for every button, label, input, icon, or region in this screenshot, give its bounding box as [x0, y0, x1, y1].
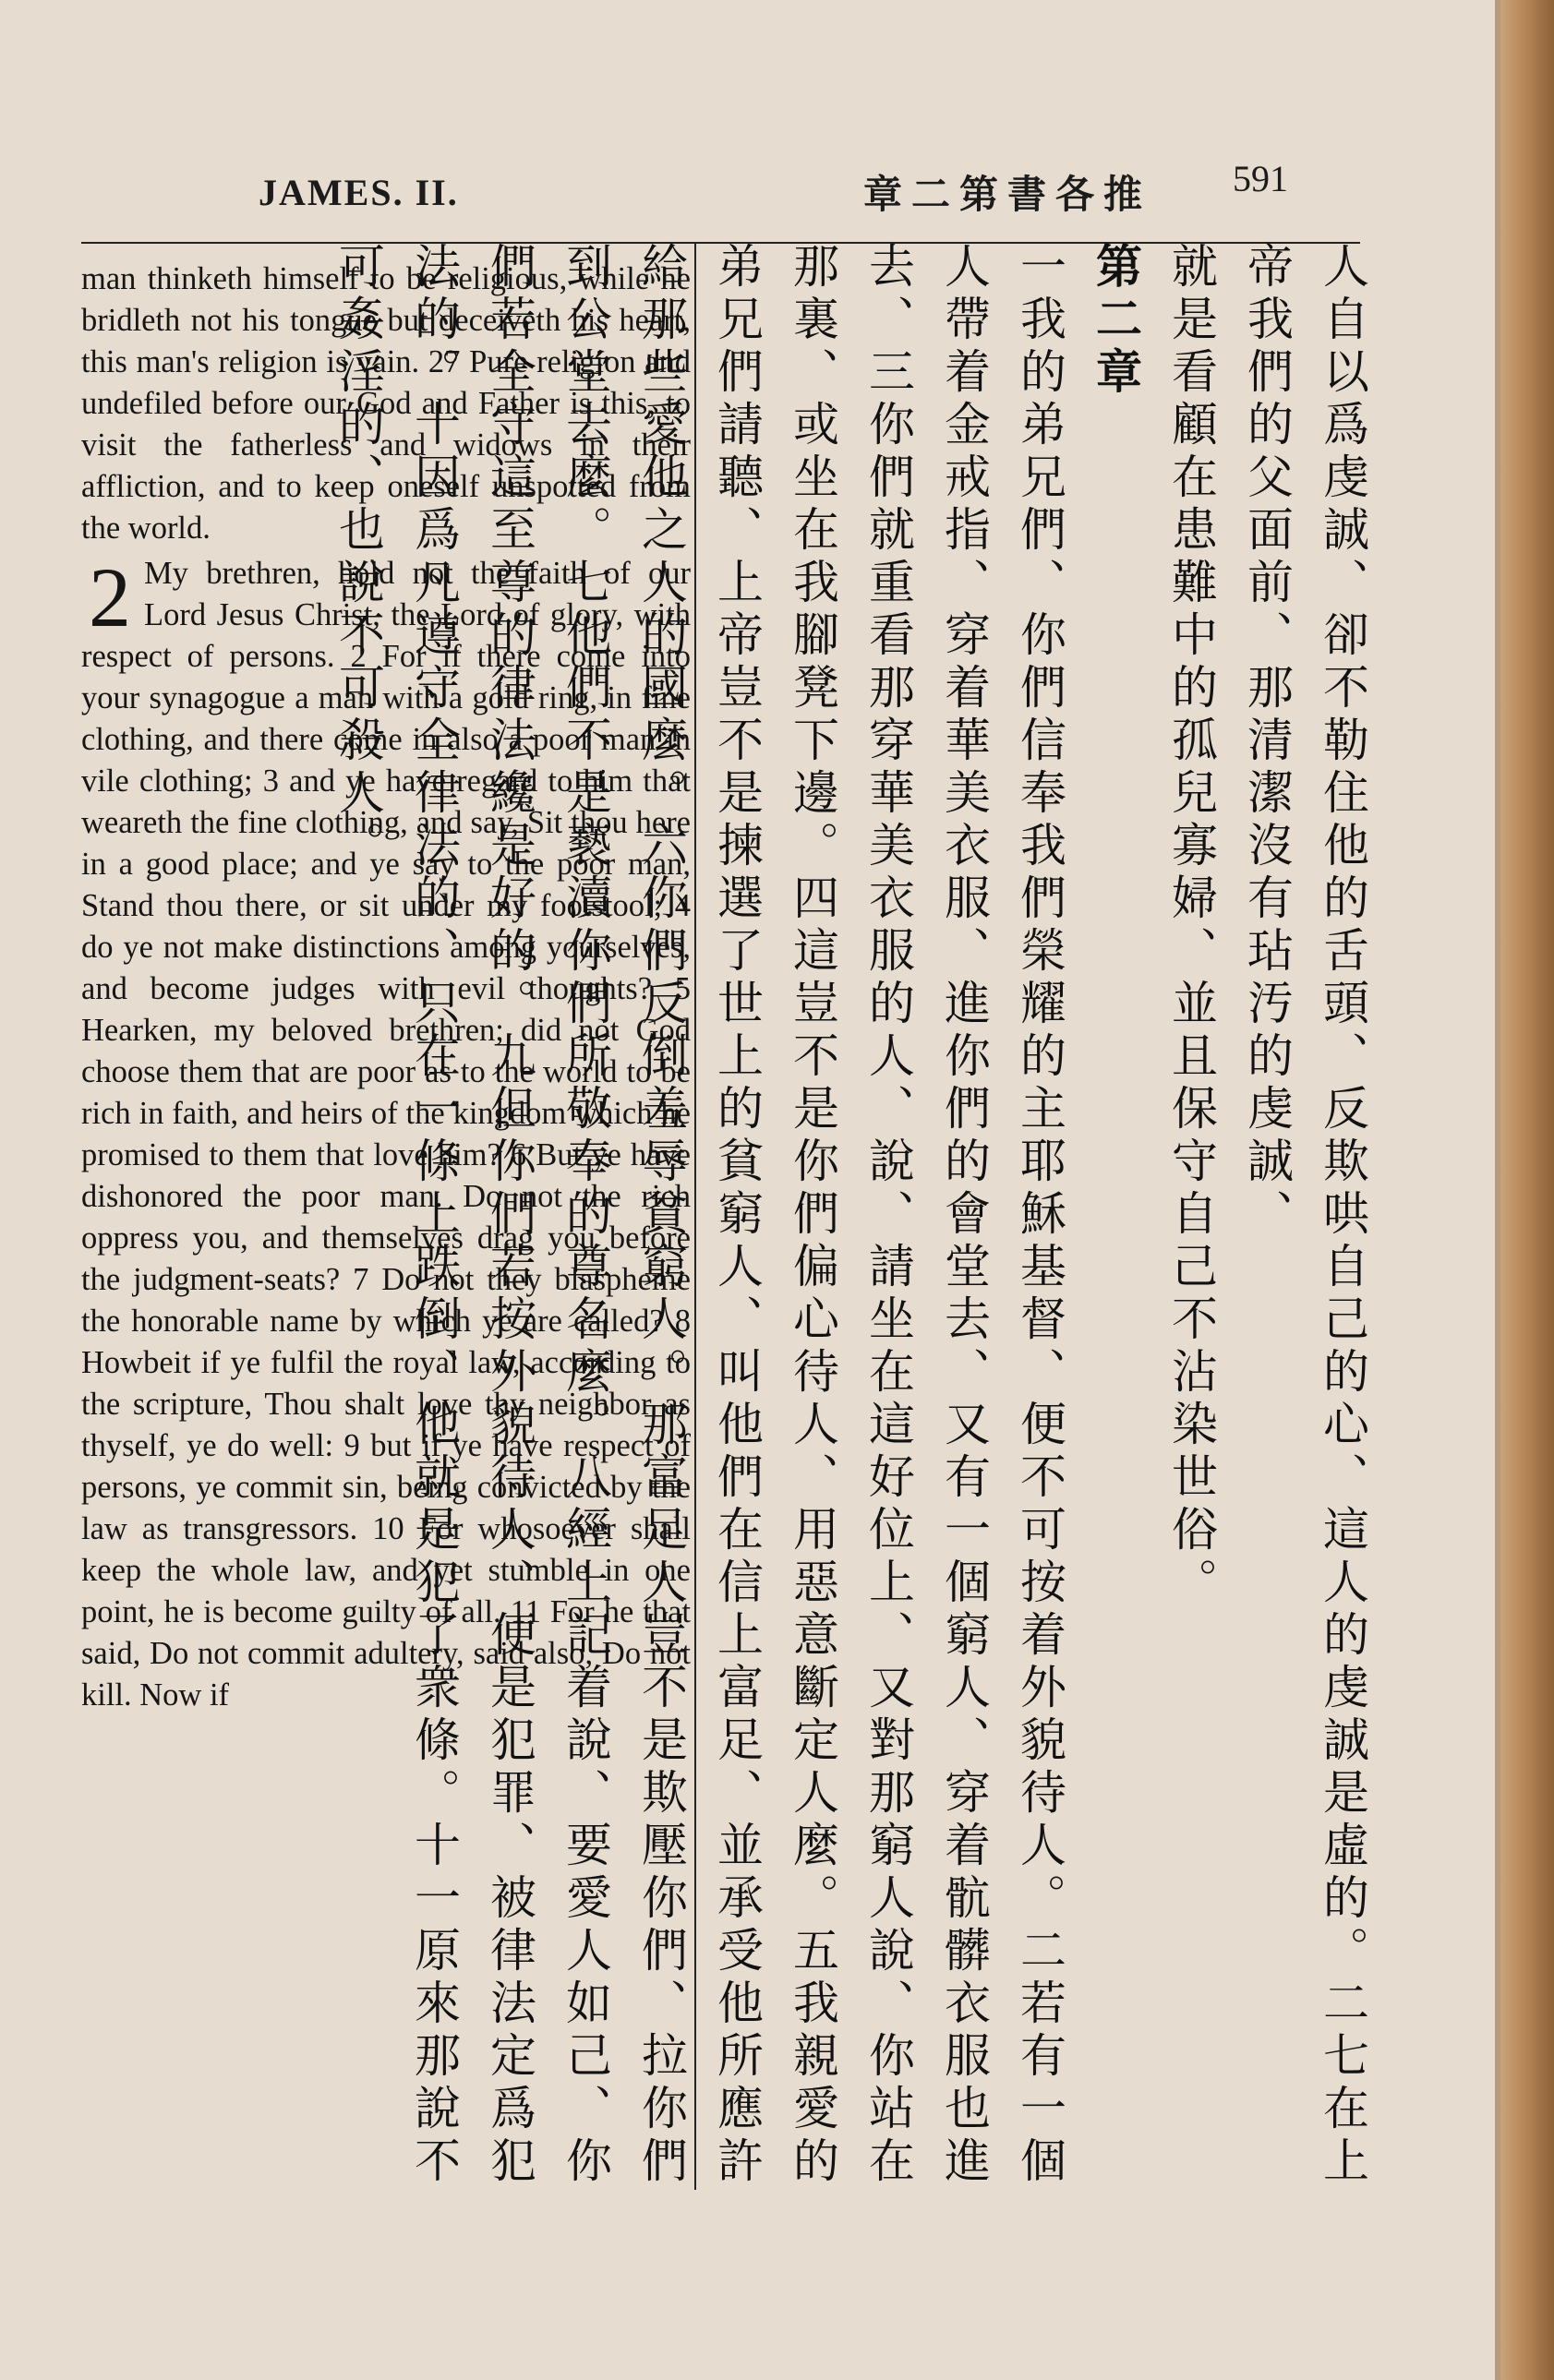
english-paragraph-1: man thinketh himself to be religious, while he bridleth not his tongue but deceiveth his heart, this man's religion is vain. 27 Pure religion and undefiled before our God and Father is this, to visit the fatherless and widows in their affliction, and to keep oneself unspotted from the world.: [81, 261, 691, 546]
chinese-chapter-heading: 第二章: [1089, 242, 1142, 400]
chinese-line-1: 人自以爲虔誠、卻不勒住他的舌頭、反欺哄自己的心、這人的虔誠是虛的。二七在上帝我們的父面前、那清潔沒有玷汚的虔誠、: [1240, 242, 1369, 2189]
page-edge: [1500, 0, 1554, 2380]
page-number: 591: [1233, 158, 1288, 199]
chinese-chapter-text: 一我的弟兄們、你們信奉我們榮耀的主耶穌基督、便不可按着外貌待人。二若有一個人帶着金戒指、穿着華美衣服、進你們的會堂去、又有一個窮人、穿着骯髒衣服也進去、三你們就重看那穿華美衣服的人、說、請坐在這好位上、又對那窮人說、你站在那裏、或坐在我腳凳下邊。四這豈不是你們偏心待人、用惡意斷定人麼。五我親愛的弟兄們請聽、上帝豈不是揀選了世上的貧窮人、叫他們在信上富足、並承受他所應許給那些愛他之人的國麼。六你們反倒羞辱貧窮人。那富足人豈不是欺壓你們、拉你們到公堂去麼。七他們不是褻瀆你們所敬奉的尊名麼。八經上記着說、要愛人如己、你們若全守這至尊的律法纔是好的。九但你們若按外貌待人、便是犯罪、被律法定爲犯法的。十因爲凡遵守全律法的、只在一條上跌倒、他就是犯了衆條。十一原來那說不可姦淫的、也說不可殺人。: [331, 242, 1066, 2189]
running-head-english: JAMES. II.: [259, 172, 459, 213]
chinese-line-2: 就是看顧在患難中的孤兒寡婦、並且保守自己不沾染世俗。: [1164, 242, 1218, 1610]
english-paragraph-2-text: My brethren, hold not the faith of our Lord Jesus Christ, the Lord of glory, with respect of persons. 2 For if there come into your synagogue a man with a gold ring, in fine clothing, and there come in also a poor man in vile clothing; 3 and ye have regard to him that weareth the fine clothing, and say, Sit thou here in a good place; and ye say to the poor man, Stand thou there, or sit under my footstool; 4 do ye not make distinctions among yourselves, and become judges with evil thoughts? 5 Hearken, my beloved brethren; did not God choose them that are poor as to the world to be rich in faith, and heirs of the kingdom which he promised to them that love him? 6 But ye have dishonored the poor man. Do not the rich oppress you, and themselves drag you before the judgment-seats? 7 Do not they blaspheme the honorable name by which ye are called? 8 Howbeit if ye fulfil the royal law, according to the scripture, Thou shalt love thy neighbor as thyself, ye do well: 9 but if ye have respect of persons, ye commit sin, being convicted by the law as transgressors. 10 For whosoever shall keep the whole law, and yet stumble in one point, he is become guilty of all. 11 For he that said, Do not commit adultery, said also, Do not kill. Now if: [81, 556, 691, 1713]
running-head-chinese: 章二第書各推: [863, 174, 1152, 217]
chapter-number: 2: [89, 550, 131, 644]
